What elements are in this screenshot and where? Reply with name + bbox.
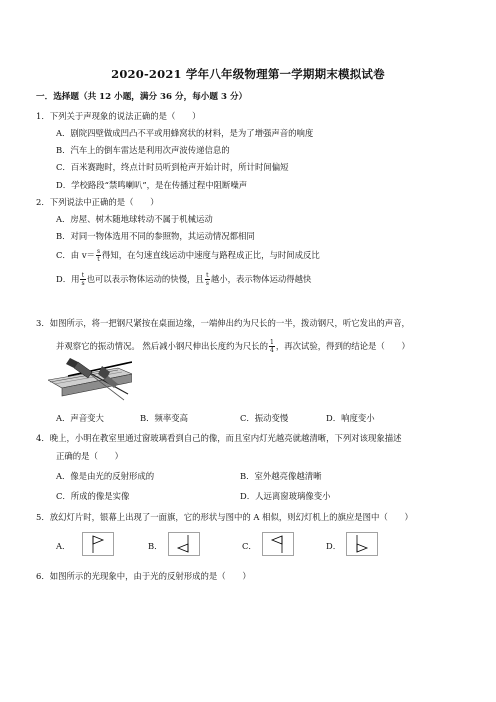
- q2-c-prefix: C．由 v＝: [56, 250, 95, 260]
- q3-stem-post: ，再次试验，得到的结论是（ ）: [275, 341, 410, 351]
- fraction: [269, 339, 275, 354]
- frac-den: 4: [270, 347, 274, 354]
- q5-option-a-label: A．: [56, 541, 71, 551]
- q1-option-a: A．剧院四壁做成凹凸不平或用蜂窝状的材料，是为了增强声音的响度: [56, 128, 314, 138]
- q3-option-d: D．响度变小: [326, 413, 375, 423]
- q2-d-prefix: D．用: [56, 274, 80, 284]
- page-title: 2020-2021 学年八年级物理第一学期期末模拟试卷: [111, 67, 385, 81]
- q2-option-b: B．对同一物体选用不同的参照物，其运动情况都相同: [56, 231, 255, 241]
- flag-option-d-figure: [346, 532, 378, 556]
- frac-den: t: [97, 256, 100, 263]
- q3-stem-pre: 并观察它的振动情况。 然后减小钢尺伸出长度约为尺长的: [56, 341, 269, 351]
- q3-stem-line1: 3．如图所示，将一把钢尺紧按在桌面边缘，一端伸出约为尺长的一半，拨动钢尺，听它发出的声音，: [36, 318, 410, 328]
- q6-stem: 6．如图所示的光现象中，由于光的反射形成的是（ ）: [36, 571, 251, 581]
- q2-d-suffix: 越小，表示物体运动得越快: [210, 274, 312, 284]
- flag-option-a-figure: [82, 532, 114, 556]
- q3-option-c: C．振动变慢: [240, 413, 289, 423]
- q4-option-a: A．像是由光的反射形成的: [56, 471, 155, 481]
- q1-stem: 1．下列关于声现象的说法正确的是（ ）: [36, 111, 201, 121]
- q1-option-c: C．百米赛跑时，终点计时员听到枪声开始计时，所计时间偏短: [56, 162, 289, 172]
- q1-option-b: B．汽车上的倒车雷达是利用次声波传递信息的: [56, 145, 230, 155]
- q5-option-d-label: D．: [326, 541, 342, 551]
- q2-option-c: [56, 248, 320, 263]
- q4-stem-line1: 4．晚上，小明在教室里通过窗玻璃看到自己的像，而且室内灯光越亮就越清晰，下列对该现象描述: [36, 433, 402, 443]
- frac-num: 1: [270, 339, 274, 346]
- frac-den: s: [205, 280, 209, 287]
- flag-option-c-figure: [262, 532, 294, 556]
- q1-option-d: D．学校路段“禁鸣喇叭”，是在传播过程中阻断噪声: [56, 180, 248, 190]
- fraction: [205, 272, 210, 287]
- ruler-on-table-figure: [48, 358, 132, 406]
- section-heading: 一．选择题（共 12 小题，满分 36 分，每小题 3 分）: [36, 92, 248, 102]
- q2-c-suffix: 得知，在匀速直线运动中速度与路程成正比，与时间成反比: [102, 250, 320, 260]
- flag-option-b-figure: [168, 532, 200, 556]
- q3-stem-line2: [56, 339, 410, 354]
- fraction: [96, 248, 101, 263]
- fraction: [80, 272, 85, 287]
- q2-d-mid: 也可以表示物体运动的快慢，且: [86, 274, 204, 284]
- frac-num: t: [81, 272, 85, 279]
- q5-stem: 5．放幻灯片时，银幕上出现了一面旗，它的形状与图中的 A 相似，则幻灯机上的旗应是图中（ ）: [36, 512, 413, 522]
- q2-stem: 2．下列说法中正确的是（ ）: [36, 197, 159, 207]
- q4-option-c: C．所成的像是实像: [56, 491, 130, 501]
- q2-option-d: [56, 272, 311, 287]
- q5-option-b-label: B．: [148, 541, 163, 551]
- frac-num: s: [96, 248, 101, 255]
- q4-option-b: B．室外越亮像越清晰: [240, 471, 322, 481]
- q2-option-a: A．房屋、树木随地球转动不属于机械运动: [56, 214, 213, 224]
- q3-option-b: B．频率变高: [140, 413, 189, 423]
- q4-option-d: D．人远离窗玻璃像变小: [240, 491, 331, 501]
- q5-option-c-label: C．: [242, 541, 257, 551]
- q4-stem-line2: 正确的是（ ）: [56, 451, 123, 461]
- frac-num: t: [206, 272, 209, 279]
- q3-option-a: A．声音变大: [56, 413, 104, 423]
- frac-den: s: [81, 280, 85, 287]
